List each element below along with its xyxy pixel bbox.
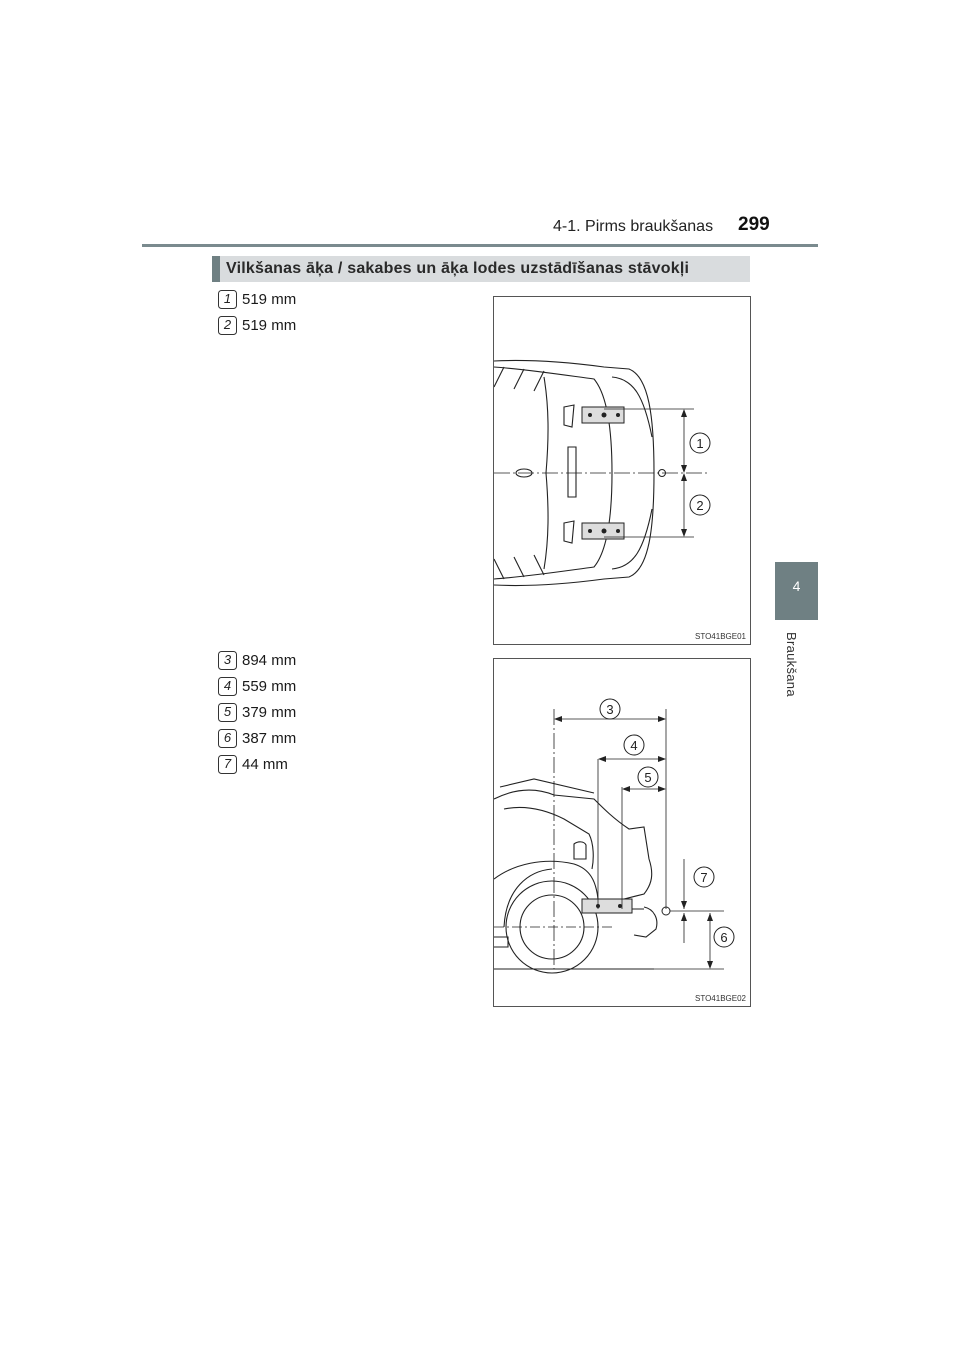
measurement-value: 44 mm [242, 755, 288, 773]
header-divider [142, 244, 818, 247]
callout-badge: 1 [218, 290, 237, 309]
callout-label: 7 [700, 870, 708, 885]
callout-badge: 5 [218, 703, 237, 722]
page-number: 299 [738, 214, 770, 235]
callout-label: 5 [644, 770, 652, 785]
callout-badge: 3 [218, 651, 237, 670]
measurement-value: 519 mm [242, 316, 297, 334]
callout-label: 2 [696, 498, 704, 513]
list-item [218, 701, 296, 723]
list-item [218, 753, 288, 775]
list-item [218, 288, 296, 310]
list-item [218, 649, 296, 671]
callout-badge: 6 [218, 729, 237, 748]
callout-badge: 7 [218, 755, 237, 774]
section-header-title: 4-1. Pirms braukšanas [553, 218, 714, 235]
figure-side-view [493, 658, 751, 1007]
callout-label: 3 [606, 702, 614, 717]
figure-top-view [493, 296, 751, 645]
measurement-value: 519 mm [242, 290, 297, 308]
measurement-value: 379 mm [242, 703, 297, 721]
callout-label: 1 [696, 436, 704, 451]
measurement-value: 387 mm [242, 729, 297, 747]
section-heading: Vilkšanas āķa / sakabes un āķa lodes uzstādīšanas stāvokļi [226, 260, 690, 277]
measurement-value: 559 mm [242, 677, 297, 695]
list-item [218, 314, 296, 336]
callout-label: 4 [630, 738, 638, 753]
list-item [218, 727, 296, 749]
hitch-top-view-diagram [494, 297, 750, 644]
figure-code: STO41BGE01 [695, 632, 746, 641]
chapter-number: 4 [792, 578, 801, 594]
chapter-label: Braukšana [784, 632, 799, 697]
figure-code: STO41BGE02 [695, 994, 746, 1003]
callout-label: 6 [720, 930, 728, 945]
list-item [218, 675, 296, 697]
callout-badge: 2 [218, 316, 237, 335]
hitch-side-view-diagram [494, 659, 750, 1006]
callout-badge: 4 [218, 677, 237, 696]
measurement-value: 894 mm [242, 651, 297, 669]
